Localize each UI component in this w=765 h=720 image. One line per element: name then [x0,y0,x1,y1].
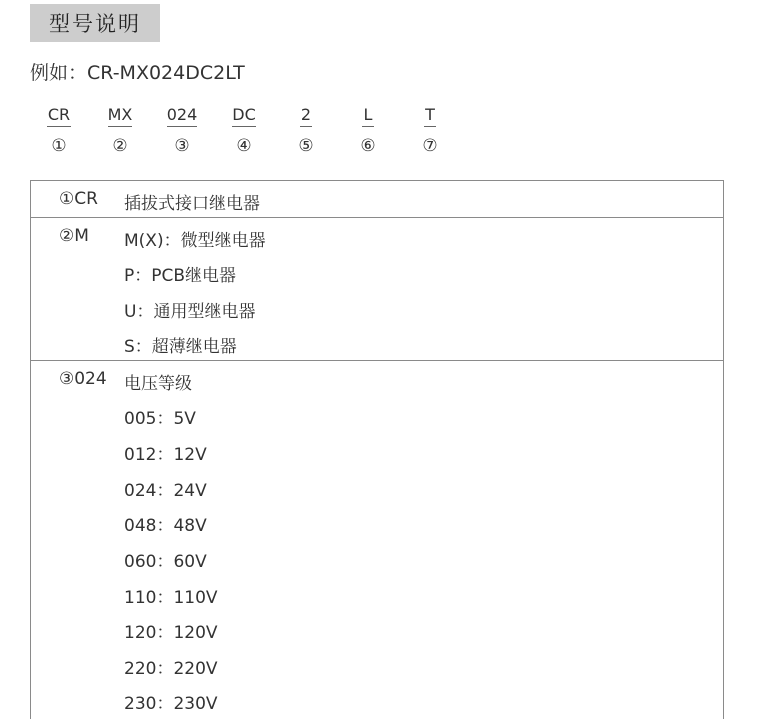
code-underline [108,126,132,127]
row-line: U：通用型继电器 [124,302,256,322]
code-underline [300,126,312,127]
section-title-text: 型号说明 [49,12,141,36]
code-part [344,104,392,156]
row-line: 120：120V [124,623,218,643]
code-segment: 2 [300,105,312,124]
code-underline [232,126,256,127]
code-underline [47,126,71,127]
code-number: ② [112,136,128,156]
table-row [31,218,723,361]
code-underline [167,126,197,127]
row-line: 005：5V [124,409,196,429]
row-key: ①CR [59,189,98,209]
code-segment: DC [232,105,256,124]
code-number: ① [51,136,67,156]
code-segment: CR [47,105,71,124]
row-line: 060：60V [124,552,207,572]
row-line: M(X)：微型继电器 [124,231,266,251]
code-part [96,104,144,156]
model-example: 例如：CR-MX024DC2LT [30,62,245,84]
row-line: 012：12V [124,445,207,465]
row-line: 024：24V [124,481,207,501]
code-part [406,104,454,156]
code-number: ④ [236,136,252,156]
code-part [220,104,268,156]
code-part [158,104,206,156]
table-row [31,181,723,218]
section-title [30,4,160,42]
code-number: ⑦ [422,136,438,156]
row-line: 230：230V [124,694,218,714]
row-line: 电压等级 [124,374,192,394]
code-segment: T [425,105,435,124]
row-line: 110：110V [124,588,218,608]
code-segment: MX [107,105,133,124]
row-line: 220：220V [124,659,218,679]
code-underline [362,126,374,127]
row-line: P：PCB继电器 [124,266,237,286]
code-part [35,104,83,156]
row-line: 插拔式接口继电器 [124,194,260,214]
code-number: ⑤ [298,136,314,156]
row-key: ③024 [59,369,107,389]
code-part [282,104,330,156]
row-line: S：超薄继电器 [124,337,237,357]
code-segment: L [363,105,373,124]
code-segment: 024 [166,105,198,124]
code-underline [424,126,436,127]
code-number: ③ [174,136,190,156]
row-line: 048：48V [124,516,207,536]
spec-table [30,180,724,719]
code-number: ⑥ [360,136,376,156]
table-row [31,361,723,720]
row-key: ②M [59,226,89,246]
